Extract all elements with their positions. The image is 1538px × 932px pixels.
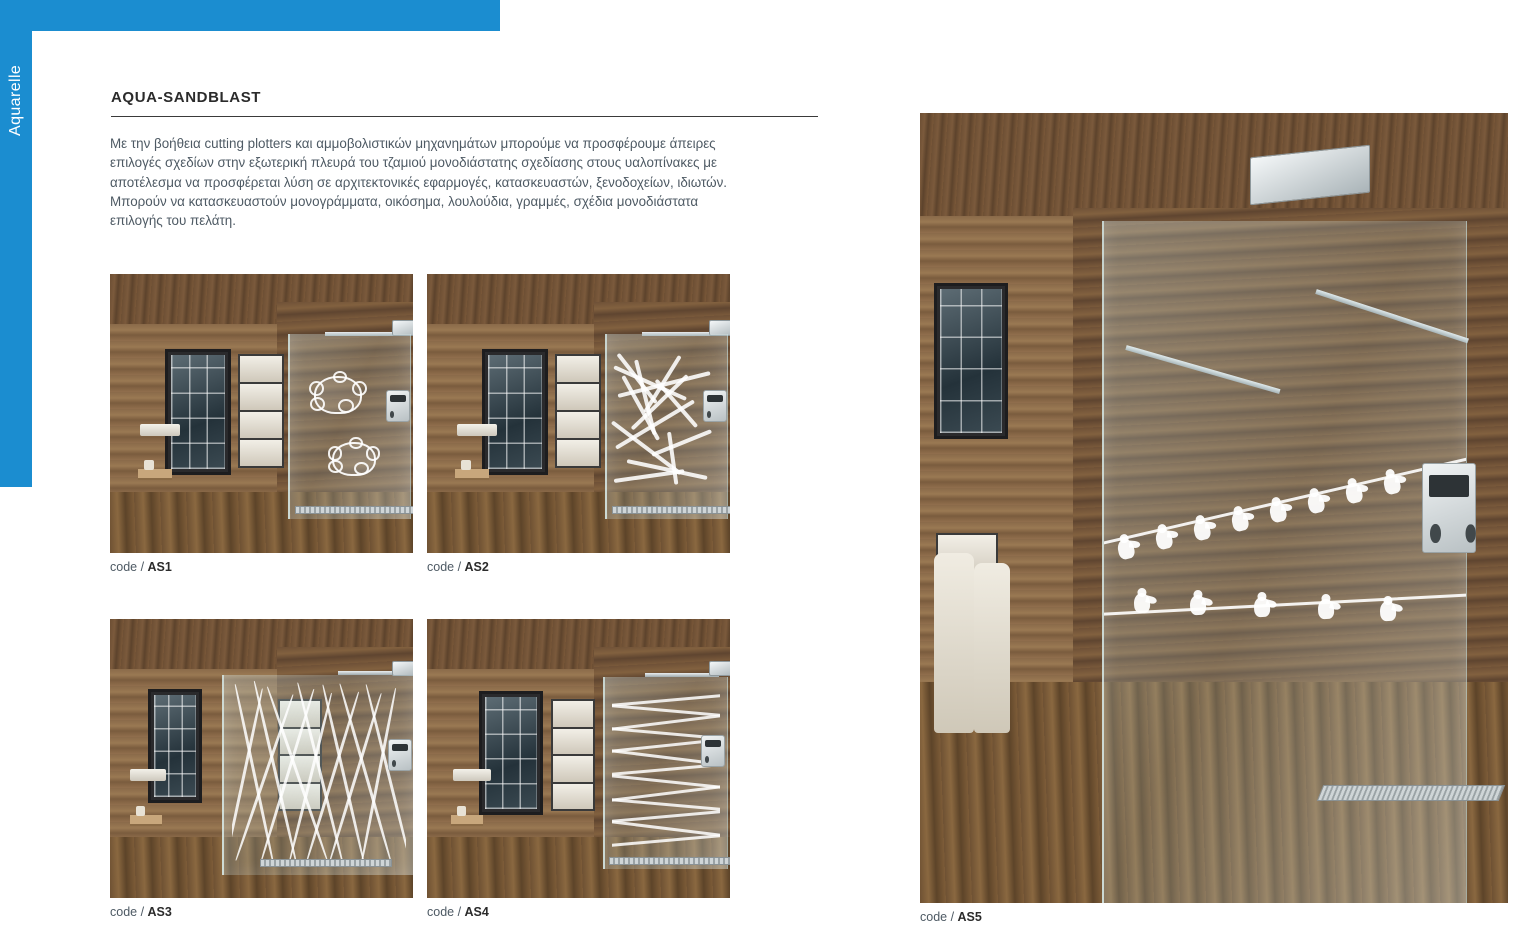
bird-icon bbox=[1344, 481, 1364, 504]
window-panel bbox=[934, 283, 1008, 439]
body-paragraph: Με την βοήθεια cutting plotters και αμμοβολιστικών μηχανημάτων μπορούμε να προσφέρουμε άπειρες επιλογές σχεδίων στην εξωτερική πλευρά του τζαμιού μονοδιάστατης σχεδίασης στους υαλοπίνακες με αποτέλεσμα να προσφέρεται λύση σε αρχιτεκτονικές εφαρμογές, κατασκευαστών, ξενοδοχείων, ιδιωτών. Μπορούν να κατασκευαστούν μονογράμματα, οικόσημα, λουλούδια, γραμμές, σχέδια μονοδιάστατα επιλογής του πελάτη. bbox=[110, 136, 728, 229]
caption-code: AS3 bbox=[147, 905, 172, 919]
caption-prefix: code / bbox=[920, 910, 958, 924]
towel-cubby bbox=[238, 354, 284, 468]
sticks-motif bbox=[612, 345, 722, 508]
drain-channel bbox=[609, 857, 730, 865]
thermostatic-control bbox=[1422, 463, 1476, 553]
caption-prefix: code / bbox=[110, 905, 148, 919]
stool bbox=[451, 815, 483, 824]
figure-image-as2 bbox=[427, 274, 730, 553]
basin bbox=[457, 424, 497, 436]
towel-cubby bbox=[555, 354, 601, 468]
drain-channel bbox=[260, 859, 392, 867]
bird-icon bbox=[1306, 491, 1326, 514]
bathrobe-right bbox=[974, 563, 1010, 733]
bird-icon bbox=[1133, 593, 1150, 614]
window-panel bbox=[482, 349, 548, 475]
bird-icon bbox=[1189, 595, 1206, 616]
figure-caption-as5 bbox=[920, 910, 1508, 924]
figure-image-as4 bbox=[427, 619, 730, 898]
figure-image-as5 bbox=[920, 113, 1508, 903]
caption-code: AS1 bbox=[147, 560, 172, 574]
figure-caption-as3 bbox=[110, 905, 413, 919]
glass-panel bbox=[288, 334, 411, 519]
stool bbox=[455, 469, 489, 478]
figure-caption-as4 bbox=[427, 905, 730, 919]
bird-icon bbox=[1268, 500, 1288, 523]
bird-icon bbox=[1317, 599, 1334, 620]
top-accent-bar bbox=[0, 0, 500, 31]
figure-caption-as1 bbox=[110, 560, 413, 574]
glass-panel bbox=[222, 675, 413, 875]
side-tab bbox=[0, 0, 32, 487]
turtle-motif-large bbox=[314, 376, 358, 410]
figure-as5 bbox=[920, 113, 1508, 924]
title-divider bbox=[111, 116, 818, 117]
drain-channel bbox=[1317, 785, 1505, 801]
stool bbox=[138, 469, 172, 478]
page-title: AQUA-SANDBLAST bbox=[111, 89, 262, 106]
figure-image-as3 bbox=[110, 619, 413, 898]
figure-as4 bbox=[427, 619, 730, 919]
drain-channel bbox=[295, 506, 413, 514]
thermostatic-control bbox=[701, 735, 725, 767]
caption-code: AS2 bbox=[464, 560, 489, 574]
bird-icon bbox=[1253, 597, 1270, 618]
glass-panel bbox=[605, 334, 728, 519]
basin bbox=[453, 769, 491, 781]
thermostatic-control bbox=[386, 390, 410, 422]
bird-icon bbox=[1154, 527, 1174, 550]
towel-cubby bbox=[551, 699, 595, 811]
side-tab-label: Aquarelle bbox=[7, 64, 24, 136]
caption-code: AS5 bbox=[957, 910, 982, 924]
bird-icon bbox=[1192, 518, 1212, 541]
stool bbox=[130, 815, 162, 824]
caption-prefix: code / bbox=[427, 905, 465, 919]
caption-prefix: code / bbox=[427, 560, 465, 574]
basin bbox=[140, 424, 180, 436]
figure-as3 bbox=[110, 619, 413, 919]
shower-head bbox=[709, 661, 730, 676]
bird-icon bbox=[1379, 601, 1396, 622]
figure-as2 bbox=[427, 274, 730, 574]
bathrobe-left bbox=[934, 553, 974, 733]
bird-icon bbox=[1116, 537, 1136, 560]
drain-channel bbox=[612, 506, 730, 514]
ribbons-motif bbox=[612, 689, 719, 858]
shower-head bbox=[392, 661, 413, 676]
window-panel bbox=[165, 349, 231, 475]
window-panel bbox=[479, 691, 543, 815]
caption-prefix: code / bbox=[110, 560, 148, 574]
waves-motif bbox=[232, 679, 407, 871]
basin bbox=[130, 769, 166, 781]
figure-caption-as2 bbox=[427, 560, 730, 574]
bird-icon bbox=[1382, 472, 1402, 495]
bird-icon bbox=[1230, 509, 1250, 532]
wire-lower bbox=[1102, 593, 1467, 616]
figure-image-as1 bbox=[110, 274, 413, 553]
thermostatic-control bbox=[388, 739, 412, 771]
glass-panel bbox=[603, 677, 728, 869]
caption-code: AS4 bbox=[464, 905, 489, 919]
thermostatic-control bbox=[703, 390, 727, 422]
turtle-motif-small bbox=[332, 442, 372, 472]
window-panel bbox=[148, 689, 202, 803]
figure-as1 bbox=[110, 274, 413, 574]
